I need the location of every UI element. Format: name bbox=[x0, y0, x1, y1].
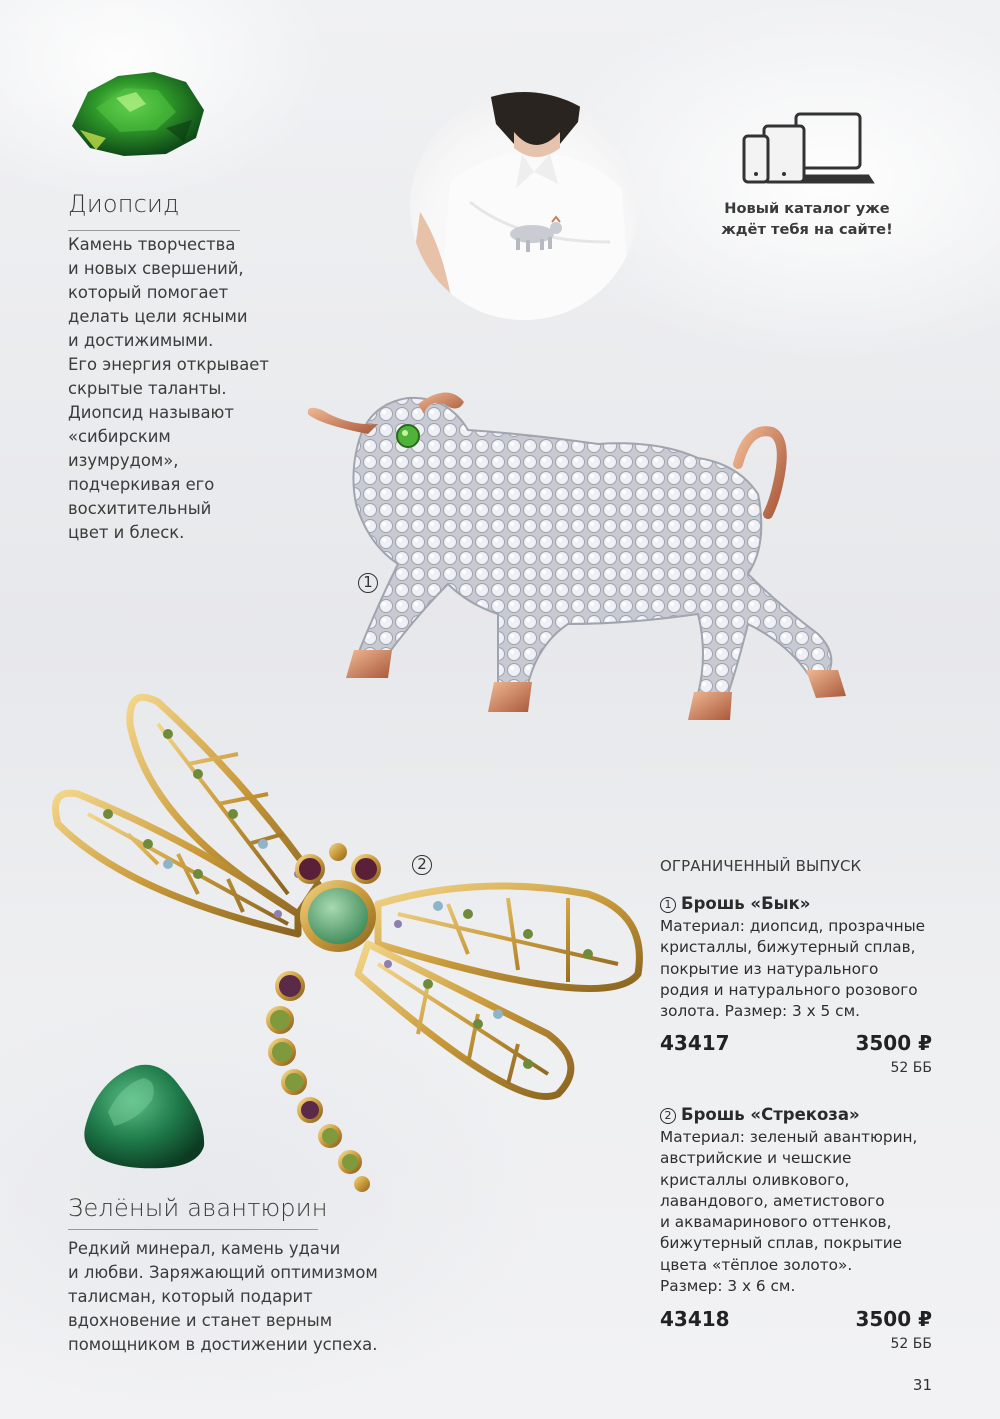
diopside-stone-image bbox=[66, 68, 208, 160]
diopside-description: Камень творчества и новых свершений, который помогает делать цели ясными и достижимыми. Его энергия открывает скрытые таланты. Диопсид называют «сибирским изумрудом», подчеркивая его восхитительный цвет и блеск. bbox=[68, 235, 269, 542]
dragonfly-marker: 2 bbox=[412, 855, 432, 875]
product-title-bull bbox=[660, 894, 810, 913]
online-catalog-promo-text: Новый каталог уже ждёт тебя на сайте! bbox=[721, 200, 893, 238]
aventurine-description: Редкий минерал, камень удачи и любви. Заряжающий оптимизмом талисман, который подарит вдохновение и станет верным помощником в достижении успеха. bbox=[68, 1239, 378, 1354]
product-marker: 1 bbox=[660, 897, 676, 913]
aventurine-stone-image bbox=[78, 1060, 210, 1172]
page-number: 31 bbox=[912, 1376, 932, 1394]
bull-marker: 1 bbox=[358, 573, 378, 593]
product-name: Брошь «Бык» bbox=[681, 894, 811, 913]
product-name: Брошь «Стрекоза» bbox=[681, 1105, 860, 1124]
bull-brooch-image bbox=[298, 374, 870, 726]
aventurine-title-underline bbox=[68, 1229, 318, 1230]
product-points-dragonfly: 52 ББ bbox=[890, 1336, 932, 1352]
limited-edition-label: ОГРАНИЧЕННЫЙ ВЫПУСК bbox=[660, 857, 862, 875]
product-code-dragonfly: 43418 bbox=[660, 1307, 730, 1331]
product-price-dragonfly: 3500 ₽ bbox=[855, 1307, 932, 1331]
product-title-dragonfly bbox=[660, 1105, 860, 1124]
product-points-bull: 52 ББ bbox=[890, 1060, 932, 1076]
devices-icon bbox=[742, 112, 876, 188]
diopside-title: Диопсид bbox=[68, 190, 180, 218]
product-description-bull: Материал: диопсид, прозрачные кристаллы, бижутерный сплав, покрытие из натурального родия и натурального розового золота. Размер: 3 х 5 см. bbox=[660, 917, 926, 1021]
product-price-bull: 3500 ₽ bbox=[855, 1031, 932, 1055]
aventurine-title: Зелёный авантюрин bbox=[68, 1194, 328, 1222]
product-description-dragonfly: Материал: зеленый авантюрин, австрийские и чешские кристаллы оливкового, лавандового, аметистового и аквамаринового оттенков, бижутерный сплав, покрытие цвета «тёплое золото». Размер: 3 х 6 см. bbox=[660, 1128, 918, 1296]
model-wearing-brooch-photo bbox=[410, 92, 638, 320]
diopside-title-underline bbox=[68, 230, 240, 231]
product-code-bull: 43417 bbox=[660, 1031, 730, 1055]
product-marker: 2 bbox=[660, 1108, 676, 1124]
